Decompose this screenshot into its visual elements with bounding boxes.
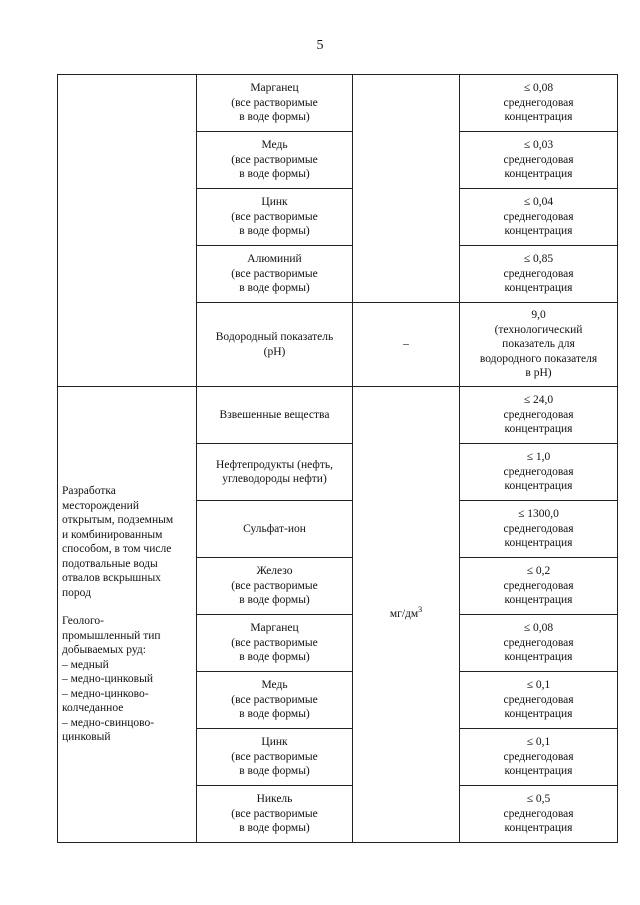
norm-value: ≤ 0,1 <box>526 736 551 749</box>
ore-type-line: колчеданное <box>62 702 124 715</box>
norm-desc: среднегодовая <box>503 579 574 592</box>
substance-cell <box>197 132 353 189</box>
page-number: 5 <box>316 38 324 53</box>
norm-value: ≤ 0,85 <box>523 253 554 266</box>
ore-type-line: – медно-свинцово- <box>62 716 155 729</box>
norm-value: ≤ 0,5 <box>526 793 551 806</box>
norm-value: ≤ 0,08 <box>523 82 554 95</box>
substance-cell <box>197 444 353 501</box>
substance-cell <box>197 558 353 615</box>
unit-cell-ph: – <box>353 303 460 387</box>
substance-desc: (pH) <box>263 345 286 358</box>
substance-name: Водородный показатель <box>215 331 334 343</box>
norm-desc: концентрация <box>504 765 573 778</box>
ore-type-line: цинковый <box>62 731 111 744</box>
substance-desc: в воде формы) <box>239 708 310 721</box>
norm-desc: среднегодовая <box>503 408 574 421</box>
norm-value: ≤ 0,08 <box>523 622 554 635</box>
norm-desc: концентрация <box>504 480 573 493</box>
unit-superscript: 3 <box>418 605 423 615</box>
norm-desc: в pH) <box>525 367 552 380</box>
substance-desc: в воде формы) <box>239 111 310 124</box>
activity-line: подотвальные воды <box>62 557 158 570</box>
norm-desc: среднегодовая <box>503 153 574 166</box>
norm-desc: (технологический <box>494 323 583 336</box>
substance-desc: (все растворимые <box>231 210 318 223</box>
activity-line: пород <box>62 586 91 599</box>
ore-type-line: – медно-цинково- <box>62 687 149 700</box>
substance-cell <box>197 189 353 246</box>
activity-line: открытым, подземным <box>62 514 174 527</box>
substance-name: Медь <box>261 679 288 692</box>
norm-desc: водородного показателя <box>479 352 598 365</box>
norm-desc: среднегодовая <box>503 465 574 478</box>
activity-line: способом, в том числе <box>62 543 172 556</box>
norm-desc: концентрация <box>504 594 573 607</box>
norm-cell <box>460 387 618 444</box>
substance-desc: (все растворимые <box>231 267 318 280</box>
norm-desc: среднегодовая <box>503 210 574 223</box>
substance-cell <box>197 387 353 444</box>
substance-desc: в воде формы) <box>239 765 310 778</box>
norm-cell <box>460 786 618 843</box>
ore-type-line: – медно-цинковый <box>62 673 153 686</box>
substance-desc: в воде формы) <box>239 651 310 664</box>
activity-line: месторождений <box>62 499 139 512</box>
substance-desc: (все растворимые <box>231 579 318 592</box>
substance-name: Марганец <box>250 82 299 95</box>
norm-desc: концентрация <box>504 708 573 721</box>
norm-value: 9,0 <box>531 309 546 322</box>
substance-name: Цинк <box>261 196 288 209</box>
substance-desc: (все растворимые <box>231 693 318 706</box>
norm-desc: концентрация <box>504 423 573 436</box>
activity-cell-1 <box>58 75 197 387</box>
substance-desc: (все растворимые <box>231 807 318 820</box>
norm-desc: концентрация <box>504 168 573 181</box>
norm-value: ≤ 1300,0 <box>518 508 559 521</box>
substance-name: Никель <box>256 793 293 806</box>
activity-cell-2 <box>58 387 197 843</box>
unit-cell-1 <box>353 75 460 303</box>
norm-cell <box>460 729 618 786</box>
norm-desc: среднегодовая <box>503 267 574 280</box>
norm-desc: среднегодовая <box>503 807 574 820</box>
norm-value: ≤ 0,1 <box>526 679 551 692</box>
substance-desc: (все растворимые <box>231 96 318 109</box>
norm-cell <box>460 189 618 246</box>
norm-value: ≤ 24,0 <box>523 394 554 407</box>
spacer <box>62 600 192 614</box>
substance-name: Нефтепродукты (нефть, <box>216 458 333 471</box>
substance-cell <box>197 303 353 387</box>
substance-desc: (все растворимые <box>231 636 318 649</box>
norm-cell <box>460 303 618 387</box>
norm-cell <box>460 501 618 558</box>
norm-desc: концентрация <box>504 537 573 550</box>
norm-cell <box>460 132 618 189</box>
norm-desc: концентрация <box>504 282 573 295</box>
unit-cell-2 <box>353 387 460 843</box>
ore-type-line: – медный <box>62 658 109 671</box>
substance-desc: в воде формы) <box>239 822 310 835</box>
norm-desc: концентрация <box>504 225 573 238</box>
norm-value: ≤ 0,2 <box>526 565 551 578</box>
substance-cell <box>197 672 353 729</box>
substance-cell <box>197 501 353 558</box>
substance-desc: в воде формы) <box>239 594 310 607</box>
norm-cell <box>460 444 618 501</box>
norm-desc: концентрация <box>504 822 573 835</box>
substance-name: Марганец <box>250 622 299 635</box>
activity-line: и комбинированным <box>62 528 163 541</box>
substance-name: Алюминий <box>247 253 302 266</box>
activity-line: отвалов вскрышных <box>62 572 161 585</box>
norm-cell <box>460 75 618 132</box>
norm-desc: среднегодовая <box>503 96 574 109</box>
substance-desc: в воде формы) <box>239 225 310 238</box>
norm-desc: среднегодовая <box>503 522 574 535</box>
norm-cell <box>460 558 618 615</box>
norm-value: ≤ 1,0 <box>526 451 551 464</box>
standards-table <box>57 74 618 843</box>
substance-name: Цинк <box>261 736 288 749</box>
norm-desc: концентрация <box>504 651 573 664</box>
ore-type-line: промышленный тип <box>62 629 161 642</box>
table-row <box>58 387 618 444</box>
substance-name: Медь <box>261 139 288 152</box>
ore-type-line: добываемых руд: <box>62 644 146 657</box>
activity-line: Разработка <box>62 485 116 498</box>
substance-name: Взвешенные вещества <box>219 408 330 421</box>
substance-desc: (все растворимые <box>231 153 318 166</box>
norm-desc: среднегодовая <box>503 636 574 649</box>
ore-type-description <box>62 614 192 745</box>
norm-cell <box>460 672 618 729</box>
norm-cell <box>460 246 618 303</box>
substance-desc: (все растворимые <box>231 750 318 763</box>
substance-cell <box>197 729 353 786</box>
norm-value: ≤ 0,04 <box>523 196 554 209</box>
norm-cell <box>460 615 618 672</box>
unit-label: мг/дм <box>389 608 419 621</box>
substance-desc: в воде формы) <box>239 168 310 181</box>
ore-type-line: Геолого- <box>62 615 104 628</box>
table-row <box>58 75 618 132</box>
norm-desc: показатель для <box>502 338 575 351</box>
norm-desc: среднегодовая <box>503 750 574 763</box>
substance-cell <box>197 786 353 843</box>
norm-desc: среднегодовая <box>503 693 574 706</box>
substance-cell <box>197 75 353 132</box>
norm-desc: концентрация <box>504 111 573 124</box>
substance-name: Сульфат-ион <box>243 522 306 535</box>
substance-cell <box>197 246 353 303</box>
norm-value: ≤ 0,03 <box>523 139 554 152</box>
substance-desc: в воде формы) <box>239 282 310 295</box>
substance-desc: углеводороды нефти) <box>222 473 327 485</box>
substance-cell <box>197 615 353 672</box>
activity-description <box>62 484 192 600</box>
substance-name: Железо <box>256 565 293 578</box>
